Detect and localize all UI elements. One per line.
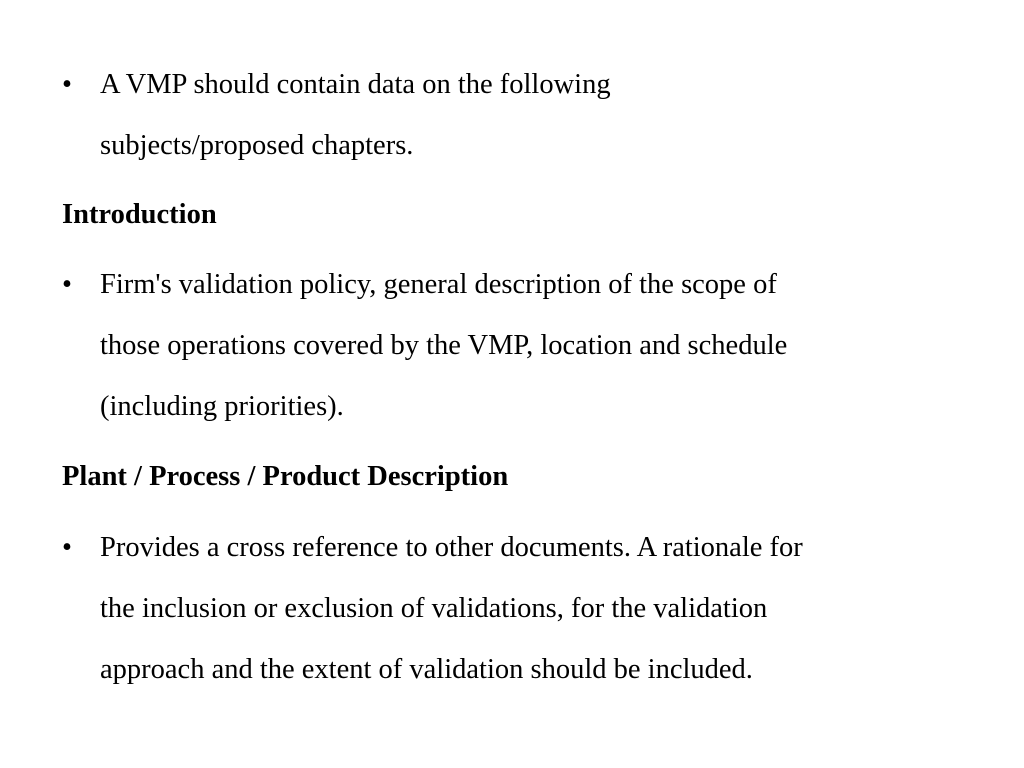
text-line: subjects/proposed chapters. xyxy=(100,130,414,161)
text-line: approach and the extent of validation should be included. xyxy=(100,654,753,685)
bullet-text xyxy=(100,54,962,176)
text-line: those operations covered by the VMP, location and schedule xyxy=(100,330,788,361)
bullet-icon: • xyxy=(62,532,72,563)
text-line: Provides a cross reference to other documents. A rationale for xyxy=(100,532,803,563)
section-heading-description: Plant / Process / Product Description xyxy=(62,461,509,492)
text-line: (including priorities). xyxy=(100,391,344,422)
text-line: A VMP should contain data on the following xyxy=(100,69,611,100)
bullet-icon: • xyxy=(62,269,72,300)
text-line: Firm's validation policy, general description of the scope of xyxy=(100,269,777,300)
text-line: the inclusion or exclusion of validations, for the validation xyxy=(100,593,768,624)
section-heading-introduction: Introduction xyxy=(62,199,217,230)
bullet-icon: • xyxy=(62,69,72,100)
bullet-text xyxy=(100,517,962,700)
bullet-text xyxy=(100,254,962,437)
